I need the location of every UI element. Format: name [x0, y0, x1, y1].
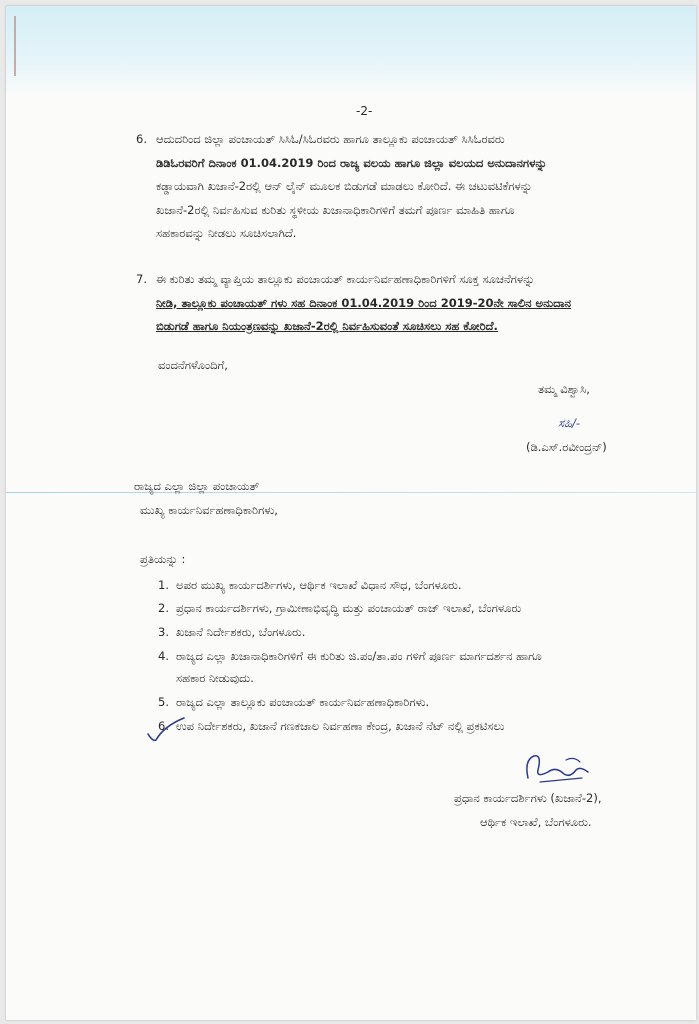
line-text: ಕಡ್ಡಾಯವಾಗಿ ಖಜಾನೆ-2ರಲ್ಲಿ ಆನ್ ಲೈನ್ ಮೂಲಕ ಬಿಡುಗಡೆ ಮಾಡಲು ಕೋರಿದೆ. ಈ ಚಟುವಟಿಕೆಗಳನ್ನು: [156, 179, 533, 193]
line-text: ಆದುದರಿಂದ ಜಿಲ್ಲಾ ಪಂಚಾಯತ್ ಸಿಸಿಓ/ಸಿಓರವರು ಹಾಗೂ ತಾಲ್ಲೂಕು ಪಂಚಾಯತ್ ಸಿಸಿಓರವರು: [156, 132, 505, 146]
paragraph-line: [156, 292, 646, 316]
document-page: [6, 6, 696, 1020]
list-item-text: ಉಪ ನಿರ್ದೇಶಕರು, ಖಜಾನೆ ಗಣಕಜಾಲ ನಿರ್ವಹಣಾ ಕೇಂದ್ರ, ಖಜಾನೆ ನೆಟ್ ನಲ್ಲಿ ಪ್ರಕಟಿಸಲು: [176, 719, 505, 733]
paragraph-6: [136, 128, 646, 246]
closing: ತಮ್ಮ ವಿಶ್ವಾಸಿ,: [538, 382, 590, 396]
paragraph-line: [156, 175, 646, 199]
scan-fold-line: [6, 492, 696, 493]
paragraph-line: [156, 222, 646, 246]
recipient-line-2: ಮುಖ್ಯ ಕಾರ್ಯನಿರ್ವಹಣಾಧಿಕಾರಿಗಳು,: [140, 503, 278, 517]
copies-heading: ಪ್ರತಿಯನ್ನು :: [140, 552, 186, 566]
paragraph-7: [136, 268, 646, 339]
list-item-number: 5.: [158, 695, 169, 709]
recipient-line-1: ರಾಜ್ಯದ ಎಲ್ಲಾ ಜಿಲ್ಲಾ ಪಂಚಾಯತ್: [134, 479, 260, 493]
paragraph-number: 6.: [136, 132, 147, 146]
paragraph-number: 7.: [136, 272, 147, 286]
list-item-text: ಪ್ರಧಾನ ಕಾರ್ಯದರ್ಶಿಗಳು, ಗ್ರಾಮೀಣಾಭಿವೃದ್ಧಿ ಮತ್ತು ಪಂಚಾಯತ್ ರಾಜ್ ಇಲಾಖೆ, ಬೆಂಗಳೂರು: [176, 601, 522, 615]
signature-icon: [518, 748, 598, 790]
line-text: ಡಿಡಿಓರವರಿಗೆ ದಿನಾಂಕ 01.04.2019 ರಿಂದ ರಾಜ್ಯ ವಲಯ ಹಾಗೂ ಜಿಲ್ಲಾ ವಲಯದ ಅನುದಾನಗಳನ್ನು: [156, 155, 547, 170]
footer-designation: ಪ್ರಧಾನ ಕಾರ್ಯದರ್ಶಿಗಳು (ಖಜಾನೆ-2),: [454, 791, 602, 805]
paragraph-line: [156, 152, 646, 176]
signed-mark: ಸಹಿ/-: [558, 416, 581, 430]
list-item-text: ಸಹಕಾರ ನೀಡುವುದು.: [176, 671, 254, 685]
line-text: ಸಹಕಾರವನ್ನು ನೀಡಲು ಸೂಚಿಸಲಾಗಿದೆ.: [156, 226, 297, 240]
paragraph-line: [156, 199, 646, 223]
line-text: ನೀಡಿ, ತಾಲ್ಲೂಕು ಪಂಚಾಯತ್ ಗಳು ಸಹ ದಿನಾಂಕ 01.04.2019 ರಿಂದ 2019-20ನೇ ಸಾಲಿನ ಅನುದಾನ: [156, 295, 572, 310]
scan-tint: [6, 6, 696, 96]
paragraph-line: [156, 268, 646, 292]
list-item-number: 3.: [158, 625, 169, 639]
page-number: -2-: [356, 104, 373, 118]
checkmark-icon: [144, 712, 188, 746]
paragraph-line: [156, 315, 646, 339]
line-text: ಖಜಾನೆ-2ರಲ್ಲಿ ನಿರ್ವಹಿಸುವ ಕುರಿತು ಸ್ಥಳೀಯ ಖಜಾನಾಧಿಕಾರಿಗಳಿಗೆ ತಮಗೆ ಪೂರ್ಣ ಮಾಹಿತಿ ಹಾಗೂ: [156, 202, 515, 217]
list-item-text: ಅಪರ ಮುಖ್ಯ ಕಾರ್ಯದರ್ಶಿಗಳು, ಆರ್ಥಿಕ ಇಲಾಖೆ ವಿಧಾನ ಸೌಧ, ಬೆಂಗಳೂರು.: [176, 578, 462, 592]
line-text: ಬಿಡುಗಡೆ ಹಾಗೂ ನಿಯಂತ್ರಣವನ್ನು ಖಜಾನೆ-2ರಲ್ಲಿ ನಿರ್ವಹಿಸುವಂತೆ ಸೂಚಿಸಲು ಸಹ ಕೋರಿದೆ.: [156, 319, 498, 333]
list-item-number: 6.: [158, 719, 169, 733]
list-item-number: 4.: [158, 649, 169, 663]
list-item-number: 1.: [158, 578, 169, 592]
list-item-text: ಖಜಾನೆ ನಿರ್ದೇಶಕರು, ಬೆಂಗಳೂರು.: [176, 625, 306, 639]
list-item-text: ರಾಜ್ಯದ ಎಲ್ಲಾ ತಾಲ್ಲೂಕು ಪಂಚಾಯತ್ ಕಾರ್ಯನಿರ್ವಹಣಾಧಿಕಾರಿಗಳು.: [176, 695, 430, 709]
footer-department: ಆರ್ಥಿಕ ಇಲಾಖೆ, ಬೆಂಗಳೂರು.: [480, 815, 592, 829]
list-item-text: ರಾಜ್ಯದ ಎಲ್ಲಾ ಖಜಾನಾಧಿಕಾರಿಗಳಿಗೆ ಈ ಕುರಿತು ಜಿ.ಪಂ/ತಾ.ಪಂ ಗಳಿಗೆ ಪೂರ್ಣ ಮಾರ್ಗದರ್ಶನ ಹಾಗೂ: [176, 649, 542, 663]
signatory-name: (ಡಿ.ಎಸ್.ರವೀಂದ್ರನ್): [526, 440, 607, 454]
line-text: ಈ ಕುರಿತು ತಮ್ಮ ವ್ಯಾಪ್ತಿಯ ತಾಲ್ಲೂಕು ಪಂಚಾಯತ್ ಕಾರ್ಯನಿರ್ವಹಣಾಧಿಕಾರಿಗಳಿಗೆ ಸೂಕ್ತ ಸೂಚನೆಗಳನ್ನು: [156, 272, 535, 286]
greeting: ವಂದನೆಗಳೊಂದಿಗೆ,: [158, 358, 228, 372]
paragraph-line: [156, 128, 646, 152]
scan-edge-mark: [14, 16, 16, 76]
list-item-number: 2.: [158, 601, 169, 615]
